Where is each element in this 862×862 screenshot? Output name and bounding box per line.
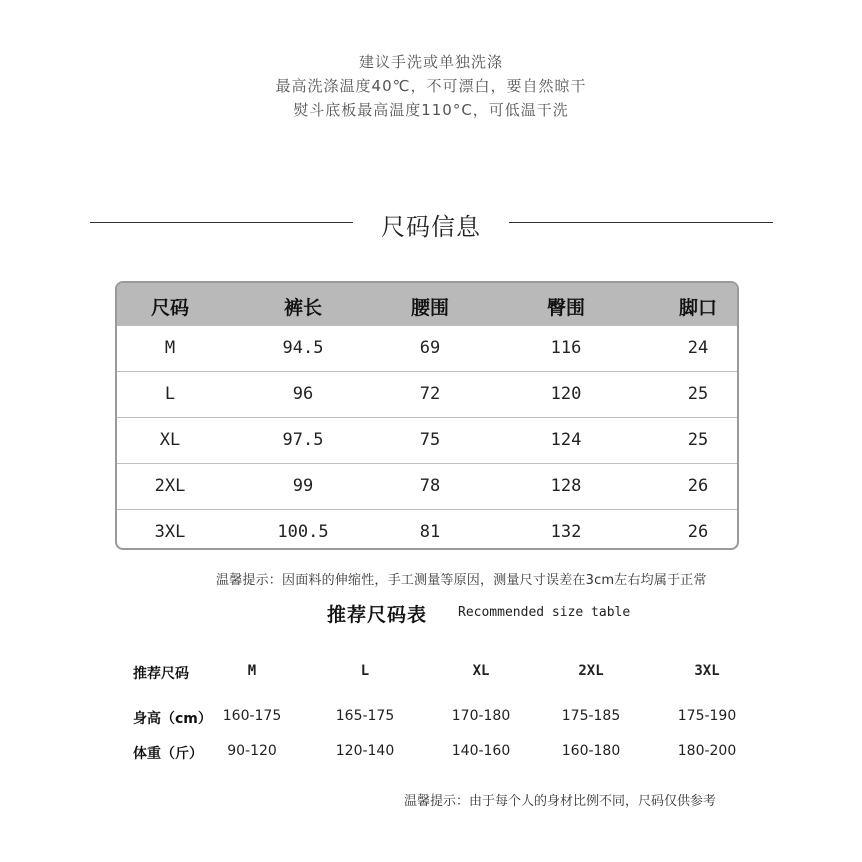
table-cell: 72	[419, 384, 441, 404]
weight-range: 160-180	[561, 743, 621, 759]
table-cell: 96	[292, 384, 314, 404]
table-cell: 26	[687, 522, 709, 542]
height-range: 160-175	[222, 708, 282, 724]
table-cell: 69	[419, 338, 441, 358]
table-cell: 26	[687, 476, 709, 496]
weight-range: 120-140	[335, 743, 395, 759]
table-cell: 81	[419, 522, 441, 542]
height-label: 身高（cm）	[133, 711, 212, 727]
table-cell: 94.5	[282, 338, 324, 358]
height-range: 175-190	[677, 708, 737, 724]
care-instruction-line-1: 建议手洗或单独洗涤	[358, 53, 503, 71]
recommended-size-row	[0, 661, 862, 683]
weight-label: 体重（斤）	[133, 746, 203, 762]
weight-range: 140-160	[451, 743, 511, 759]
recommended-title: 推荐尺码表	[327, 604, 428, 626]
recommended-size: M	[247, 663, 257, 679]
table-cell: XL	[159, 430, 181, 450]
header-waist: 腰围	[410, 297, 449, 319]
section-divider-left	[90, 222, 353, 223]
header-hip: 臀围	[546, 297, 585, 319]
reference-tip: 温馨提示：由于每个人的身材比例不同，尺码仅供参考	[404, 794, 717, 809]
section-title: 尺码信息	[381, 213, 481, 241]
height-range: 175-185	[561, 708, 621, 724]
table-cell: 78	[419, 476, 441, 496]
header-length: 裤长	[283, 297, 322, 319]
measurement-tip: 温馨提示：因面料的伸缩性，手工测量等原因，测量尺寸误差在3cm左右均属于正常	[216, 573, 707, 588]
table-row	[117, 325, 737, 371]
table-cell: 25	[687, 384, 709, 404]
table-cell: 116	[550, 338, 582, 358]
height-range: 165-175	[335, 708, 395, 724]
table-cell: 25	[687, 430, 709, 450]
table-row	[117, 417, 737, 463]
recommended-size-label: 推荐尺码	[133, 666, 189, 682]
care-instruction-line-2: 最高洗涤温度40℃，不可漂白，要自然晾干	[275, 77, 587, 95]
table-row	[117, 463, 737, 509]
section-divider-right	[509, 222, 773, 223]
recommended-size: L	[360, 663, 370, 679]
table-cell: 75	[419, 430, 441, 450]
table-cell: 132	[550, 522, 582, 542]
table-cell: 124	[550, 430, 582, 450]
table-cell: 100.5	[277, 522, 329, 542]
height-range: 170-180	[451, 708, 511, 724]
care-instruction-line-3: 熨斗底板最高温度110°C，可低温干洗	[293, 101, 569, 119]
table-row	[117, 509, 737, 550]
table-cell: 99	[292, 476, 314, 496]
table-cell: 120	[550, 384, 582, 404]
recommended-size: 2XL	[578, 663, 604, 679]
recommended-height-row	[0, 706, 862, 728]
size-table-header	[117, 283, 737, 325]
recommended-size: XL	[472, 663, 490, 679]
table-cell: 128	[550, 476, 582, 496]
table-cell: 2XL	[154, 476, 186, 496]
table-cell: 97.5	[282, 430, 324, 450]
table-cell: L	[164, 384, 176, 404]
header-size: 尺码	[150, 297, 189, 319]
table-cell: 3XL	[154, 522, 186, 542]
header-hem: 脚口	[678, 297, 717, 319]
size-table	[115, 281, 739, 550]
table-cell: M	[164, 338, 176, 358]
recommended-title-english: Recommended size table	[458, 605, 631, 620]
table-row	[117, 371, 737, 417]
weight-range: 90-120	[227, 743, 277, 759]
table-cell: 24	[687, 338, 709, 358]
weight-range: 180-200	[677, 743, 737, 759]
recommended-weight-row	[0, 741, 862, 763]
recommended-size: 3XL	[694, 663, 720, 679]
